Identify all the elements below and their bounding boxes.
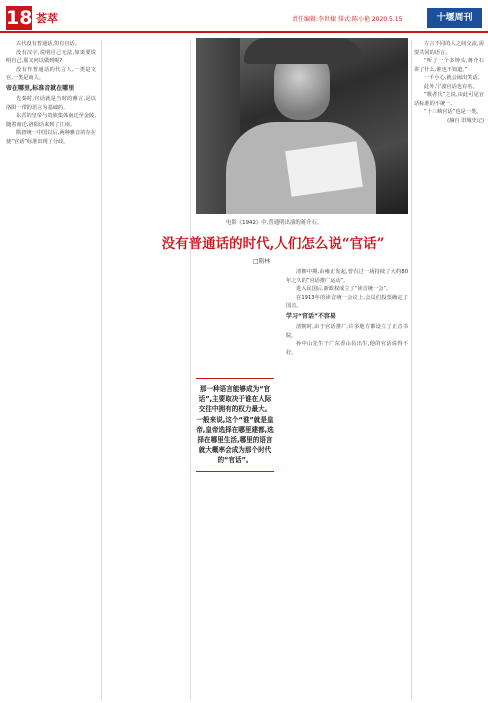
- subheading: 帝在哪里,标准音就在哪里: [6, 84, 75, 92]
- photo-figure-cap: [244, 38, 362, 64]
- paragraph: 清朝中期,由雍正发起,曾有过一场持续了大约80年之久的“官话推广运动”。: [286, 269, 408, 284]
- paragraph: 古代没有普通话,但有官话。: [16, 41, 80, 47]
- column-3: [286, 268, 408, 700]
- article-photo: [196, 38, 408, 214]
- paragraph: 东晋的皇帝与贵族集体南迁至金陵,随着南迁,洛阳话来到了江南。: [6, 113, 96, 128]
- column-divider: [101, 40, 102, 700]
- paragraph: 清朝时,由于官话推广,许多地方都设立了正音书院。: [286, 324, 408, 339]
- column-1: [6, 40, 96, 700]
- paragraph: “歌者氏”之说,由此可见官话标准的不统一。: [414, 92, 484, 107]
- column-2: [106, 40, 188, 700]
- paragraph: 没有汉字,说明自己无法,如果要说明自己,那又何以做到呢?: [6, 49, 96, 65]
- paragraph: 没有作普通话的代言人,一类是文官,一类是商人。: [6, 66, 96, 82]
- paragraph: 在1913年的读音统一会议上,会员们投票确定了国音。: [286, 294, 408, 310]
- paragraph: 先秦时,官话就是当时的雅言,是以洛阳一带的语言为基础的。: [6, 96, 96, 111]
- page-header: [0, 0, 488, 34]
- article-source: (摘自 旧城史记): [447, 117, 484, 124]
- column-divider: [411, 40, 412, 700]
- article-title: 没有普通话的时代,人们怎么说“官话”: [161, 236, 385, 252]
- paragraph: “听了一个多钟头,蒋介石讲了什么,谁也不知道。”: [414, 58, 484, 73]
- editor-line: 责任编辑:李世棣 排式:陈小艳 2020.5.15: [292, 16, 403, 23]
- column-divider: [190, 40, 191, 700]
- article-author: □隋林: [253, 259, 271, 265]
- paragraph: 孙中山先生于广东香山县出生,他的官话说得不好。: [286, 341, 408, 356]
- column-4: [414, 40, 484, 700]
- paragraph: 方言不同的人之间交流,需要共同的语言。: [414, 41, 484, 56]
- page-number: 18: [6, 7, 33, 29]
- newspaper-brand: 十堰周刊: [427, 8, 482, 28]
- pull-quote: 那一种语言能够成为“官话”,主要取决于谁在人际交往中拥有的权力最大。一般来说,这个“谁”就是皇帝,皇帝选择在哪里建都,选择在哪里生活,哪里的语言就大概率会成为那个时代的“官话”。: [196, 378, 274, 472]
- paragraph: “十三峡官话”也是一类。: [424, 109, 482, 116]
- paragraph: 隋唐统一中国以后,两种雅音的存在使“官话”标准出现了分歧。: [6, 130, 96, 146]
- paragraph: 进入民国后,新政权成立了“读音统一会”。: [296, 286, 392, 293]
- section-name: 荟萃: [36, 12, 58, 25]
- paragraph: 此外,宁波官话也有名。: [424, 83, 478, 90]
- photo-caption: 电影《1942》中,普通明出演的蒋介石。: [226, 220, 323, 226]
- header-rule: [0, 31, 488, 33]
- subheading: 学习“官话”不容易: [286, 312, 336, 320]
- paragraph: 一不小心,就会闹出笑话。: [424, 75, 483, 82]
